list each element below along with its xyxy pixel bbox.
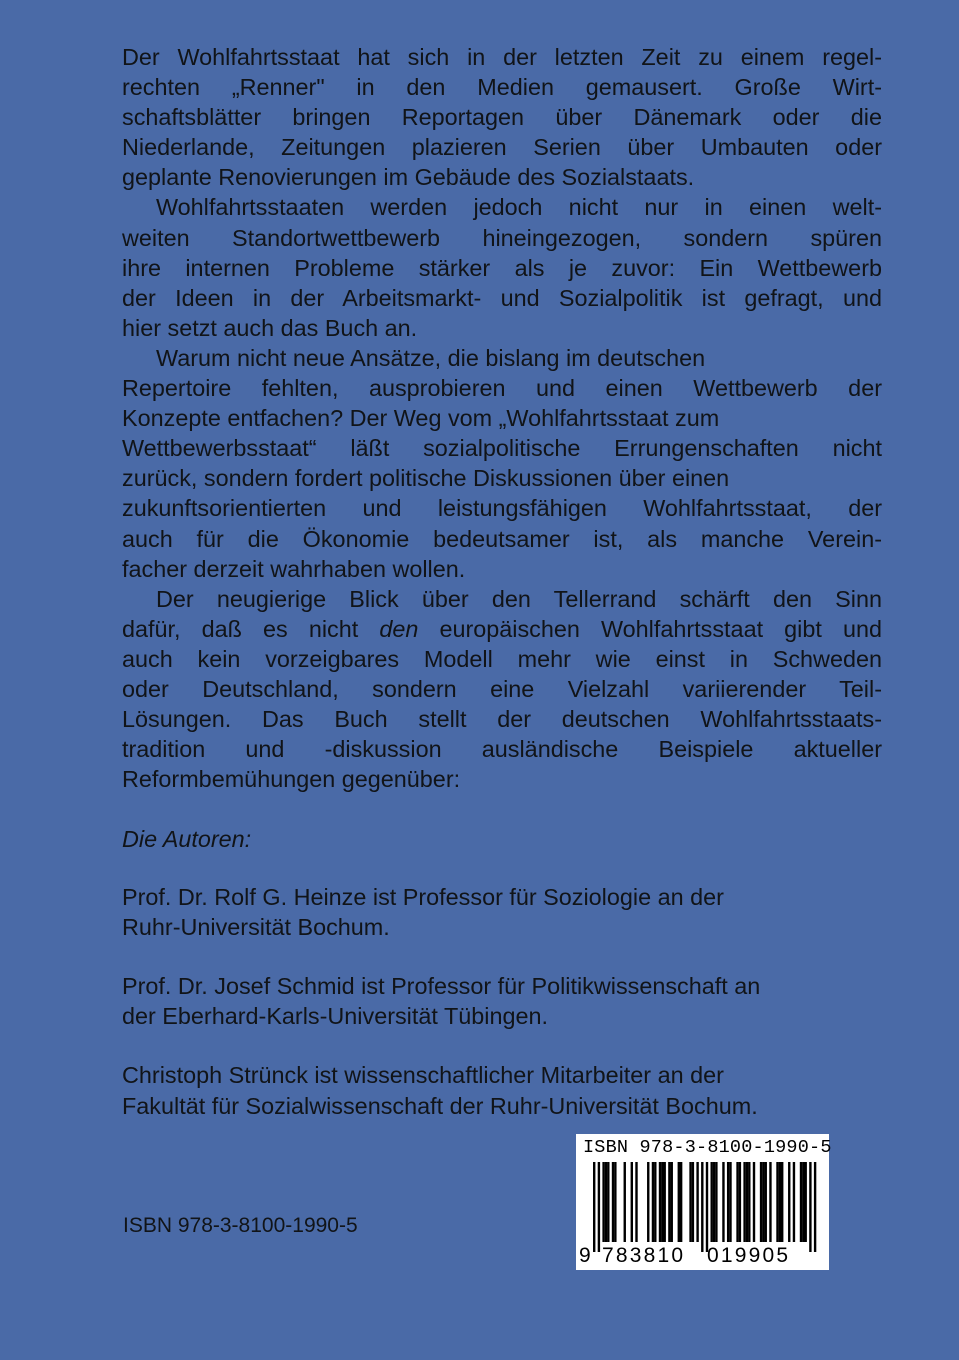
- barcode-bar: [624, 1162, 626, 1242]
- barcode-bar: [647, 1162, 649, 1242]
- barcode-bar: [762, 1162, 764, 1242]
- text-line: zukunftsorientierten und leistungsfähigen Wohlfahrtsstaat, der: [122, 495, 882, 522]
- blurb-paragraph-1: [122, 42, 882, 192]
- barcode-bar: [598, 1162, 600, 1252]
- barcode-bar: [661, 1162, 663, 1242]
- barcode-bar: [614, 1162, 616, 1242]
- text-line: tradition und -diskussion ausländische Beispiele aktueller: [122, 736, 882, 763]
- text-fragment: europäischen Wohlfahrtsstaat gibt und: [418, 615, 883, 642]
- blurb-text: [122, 42, 882, 794]
- barcode-bar: [781, 1162, 783, 1242]
- author-bio-schmid: [122, 971, 882, 1031]
- barcode-bar: [802, 1162, 804, 1242]
- barcode-isbn-label: ISBN 978-3-8100-1990-5: [583, 1137, 832, 1158]
- text-line: Der neugierige Blick über den Tellerrand schärft den Sinn: [156, 585, 882, 612]
- barcode-bar: [739, 1162, 741, 1242]
- barcode-bar: [652, 1162, 654, 1242]
- text-line: Prof. Dr. Josef Schmid ist Professor für Politikwissenschaft an: [122, 973, 761, 1000]
- barcode-bar: [701, 1162, 703, 1252]
- barcode-digit-first: 9: [579, 1244, 591, 1267]
- text-line: Wettbewerbsstaat“ läßt sozialpolitische Errungenschaften nicht: [122, 435, 882, 462]
- blurb-paragraph-4: [122, 584, 882, 795]
- barcode-bar: [748, 1162, 750, 1242]
- text-line: hier setzt auch das Buch an.: [122, 314, 418, 341]
- barcode-digits-right: 019905: [707, 1244, 791, 1267]
- text-line: schaftsblätter bringen Reportagen über Dänemark oder die: [122, 104, 882, 131]
- blurb-paragraph-3: [122, 343, 882, 584]
- barcode-bar: [776, 1162, 778, 1242]
- barcode-bar: [765, 1162, 767, 1242]
- barcode-bar: [711, 1162, 713, 1242]
- barcode-bar: [800, 1162, 802, 1242]
- text-line: facher derzeit wahrhaben wollen.: [122, 555, 466, 582]
- barcode-bar: [779, 1162, 781, 1242]
- barcode-bar: [668, 1162, 670, 1242]
- text-line: Der Wohlfahrtsstaat hat sich in der letzten Zeit zu einem regel-: [122, 44, 882, 70]
- text-line: Warum nicht neue Ansätze, die bislang im deutschen: [156, 344, 706, 371]
- text-line: der Ideen in der Arbeitsmarkt- und Sozialpolitik ist gefragt, und: [122, 284, 882, 311]
- barcode-bar: [654, 1162, 656, 1242]
- text-line: Fakultät für Sozialwissenschaft der Ruhr-Universität Bochum.: [122, 1092, 758, 1119]
- text-line: auch kein vorzeigbares Modell mehr wie einst in Schweden: [122, 645, 882, 672]
- barcode-bar: [722, 1162, 724, 1242]
- isbn-barcode: [576, 1134, 832, 1270]
- barcode-bar: [664, 1162, 666, 1242]
- barcode-bar: [746, 1162, 748, 1242]
- barcode-bar: [678, 1162, 680, 1242]
- barcode-bar: [753, 1162, 755, 1242]
- barcode-bar: [760, 1162, 762, 1242]
- barcode-bar: [736, 1162, 738, 1242]
- blurb-paragraph-2: [122, 192, 882, 342]
- barcode-bar: [706, 1162, 708, 1252]
- barcode-bar: [602, 1162, 604, 1242]
- barcode-bar: [715, 1162, 717, 1242]
- text-line: Prof. Dr. Rolf G. Heinze ist Professor für Soziologie an der: [122, 884, 724, 911]
- text-line: Repertoire fehlten, ausprobieren und einen Wettbewerb der: [122, 375, 882, 402]
- barcode-bar: [729, 1162, 731, 1242]
- barcode-bar: [612, 1162, 614, 1242]
- barcode-bar: [635, 1162, 637, 1242]
- barcode-digits: [576, 1244, 829, 1268]
- barcode-bar: [593, 1162, 595, 1252]
- barcode-bar: [680, 1162, 682, 1242]
- text-line: oder Deutschland, sondern eine Vielzahl variierender Teil-: [122, 675, 882, 702]
- barcode-bar: [692, 1162, 694, 1242]
- barcode-bar: [814, 1162, 816, 1252]
- isbn-number: ISBN 978-3-8100-1990-5: [123, 1214, 358, 1237]
- text-line: Niederlande, Zeitungen plazieren Serien über Umbauten oder: [122, 134, 882, 161]
- barcode-bar: [793, 1162, 795, 1242]
- authors-section: [122, 824, 882, 1150]
- barcode-bar: [605, 1162, 607, 1242]
- barcode-bar: [607, 1162, 609, 1242]
- barcode-bar: [727, 1162, 729, 1242]
- barcode-digits-left: 783810: [602, 1244, 686, 1267]
- author-bio-struenck: [122, 1060, 882, 1120]
- text-line: [122, 614, 882, 644]
- barcode-bar: [689, 1162, 691, 1242]
- barcode-bar: [659, 1162, 661, 1242]
- barcode-bar: [696, 1162, 698, 1242]
- barcode-bar: [788, 1162, 790, 1242]
- text-line: Lösungen. Das Buch stellt der deutschen Wohlfahrtsstaats-: [122, 706, 882, 733]
- text-line: Wohlfahrtsstaaten werden jedoch nicht nur in einen welt-: [156, 194, 882, 221]
- text-line: weiten Standortwettbewerb hineingezogen, sondern spüren: [122, 224, 882, 251]
- text-line: Reformbemühungen gegenüber:: [122, 766, 461, 793]
- barcode-bar: [769, 1162, 771, 1242]
- barcode-bar: [805, 1162, 807, 1242]
- text-line: auch für die Ökonomie bedeutsamer ist, als manche Verein-: [122, 525, 882, 552]
- text-line: Christoph Strünck ist wissenschaftlicher Mitarbeiter an der: [122, 1062, 724, 1089]
- text-fragment: dafür, daß es nicht: [122, 615, 380, 642]
- text-line: der Eberhard-Karls-Universität Tübingen.: [122, 1003, 548, 1030]
- text-line: Konzepte entfachen? Der Weg vom „Wohlfahrtsstaat zum: [122, 405, 720, 432]
- text-line: Ruhr-Universität Bochum.: [122, 914, 390, 941]
- author-bio-heinze: [122, 882, 882, 942]
- barcode-bar: [743, 1162, 745, 1242]
- barcode-bar: [671, 1162, 673, 1242]
- text-line: rechten „Renner" in den Medien gemausert. Große Wirt-: [122, 74, 882, 101]
- barcode-bar: [713, 1162, 715, 1242]
- text-line: geplante Renovierungen im Gebäude des Sozialstaats.: [122, 164, 695, 191]
- barcode-bar: [809, 1162, 811, 1252]
- emphasis-den: den: [379, 615, 419, 642]
- text-line: zurück, sondern fordert politische Diskussionen über einen: [122, 465, 730, 492]
- text-line: ihre internen Probleme stärker als je zuvor: Ein Wettbewerb: [122, 254, 882, 281]
- authors-heading: Die Autoren:: [122, 826, 252, 852]
- barcode-bar: [631, 1162, 633, 1242]
